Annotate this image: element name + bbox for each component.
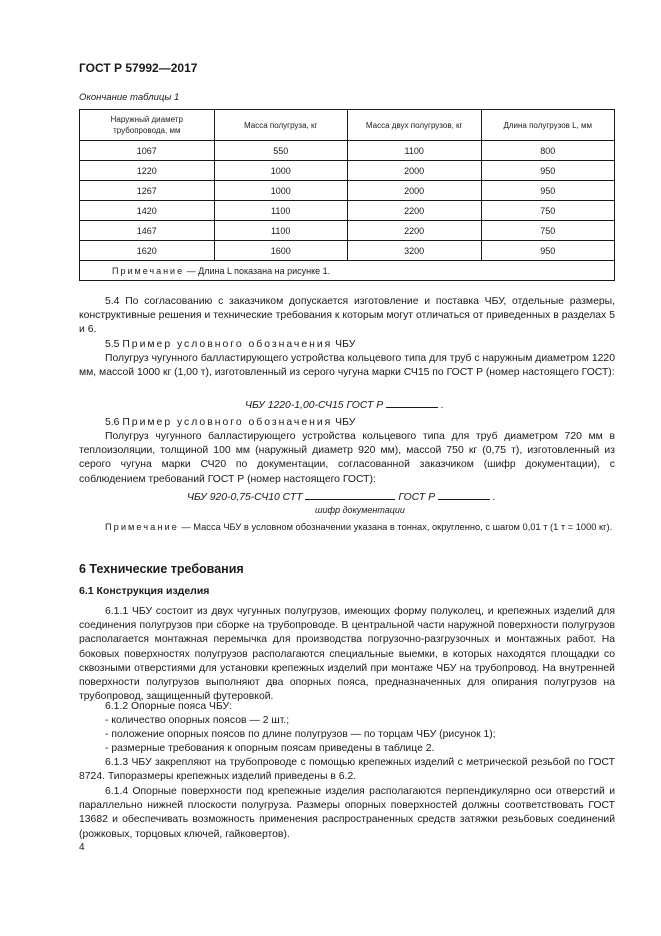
section-6-heading: 6 Технические требования [79, 562, 244, 576]
heading-text: Пример условного обозначения [122, 339, 333, 350]
table-cell: 750 [481, 221, 615, 241]
page-number: 4 [79, 842, 85, 853]
note-label: Примечание [105, 522, 179, 532]
formula-period: . [440, 400, 444, 411]
heading-text: Пример условного обозначения [122, 417, 333, 428]
table-cell: 1100 [347, 141, 481, 161]
formula-text: ЧБУ 1220-1,00-СЧ15 ГОСТ Р [245, 400, 384, 411]
table-caption: Окончание таблицы 1 [79, 92, 180, 103]
paragraph-6-1-2: 6.1.2 Опорные пояса ЧБУ: [105, 701, 232, 712]
heading-tail: ЧБУ [332, 417, 356, 428]
formula-example-2 [187, 490, 496, 503]
heading-number: 5.5 [105, 339, 120, 350]
table-cell: 3200 [347, 241, 481, 261]
paragraph-5-5: Полугруз чугунного балластирующего устройства кольцевого типа для труб с наружным диаметром 1220 мм, массой 1000 кг (1,00 т), изготовленный из серого чугуна марки СЧ15 по ГОСТ Р (номер настоящего ГОСТ): [79, 353, 615, 379]
list-item: - количество опорных поясов — 2 шт.; [105, 715, 290, 726]
table-cell: 1267 [80, 181, 215, 201]
table-note-row [80, 261, 615, 281]
table-row [80, 201, 615, 221]
table-cell: 1100 [214, 221, 347, 241]
table-header-row [80, 110, 615, 141]
table-cell: 1467 [80, 221, 215, 241]
paragraph-6-1-3: 6.1.3 ЧБУ закрепляют на трубопроводе с помощью крепежных изделий с метрической резьбой по ГОСТ 8724. Типоразмеры крепежных изделий приведены в 6.2. [79, 757, 615, 783]
table-row [80, 221, 615, 241]
table-row [80, 241, 615, 261]
column-header: Масса двух полугрузов, кг [347, 110, 481, 141]
formula-blank-cipher [305, 490, 395, 500]
note-paragraph [79, 521, 615, 534]
formula-subscript: шифр документации [315, 505, 405, 515]
formula-text: ЧБУ 920-0,75-СЧ10 СТТ [187, 492, 303, 503]
table-cell: 950 [481, 181, 615, 201]
table-cell: 750 [481, 201, 615, 221]
table-cell: 1000 [214, 161, 347, 181]
table-row [80, 161, 615, 181]
table-cell: 2200 [347, 201, 481, 221]
column-header: Наружный диаметр трубопровода, мм [80, 110, 215, 141]
heading-number: 5.6 [105, 417, 120, 428]
paragraph-5-6: Полугруз чугунного балластирующего устройства кольцевого типа для труб диаметром 720 мм в теплоизоляции, толщиной 100 мм (наружный диаметр 920 мм), массой 750 кг (0,75 т), изготовленный из серого чугуна марки СЧ20 по документации, согласованной заказчиком (шифр документации), с соблюдением требований ГОСТ Р (номер настоящего ГОСТ): [79, 431, 615, 485]
list-item: - положение опорных поясов по длине полугрузов — по торцам ЧБУ (рисунок 1); [105, 729, 496, 740]
column-header: Масса полугруза, кг [214, 110, 347, 141]
table-cell: 2000 [347, 161, 481, 181]
paragraph-6-1-1: 6.1.1 ЧБУ состоит из двух чугунных полугрузов, имеющих форму полуколец, и крепежных изделий для соединения полугрузов при сборке на трубопроводе. В центральной части наружной поверхности полугрузов располагается монтажная перемычка для производства погрузочно-разгрузочных и монтажных работ. На боковых поверхностях полугрузов располагаются специальные выемки, в которых находятся площадки со сквозными отверстиями для установки крепежных изделий при монтаже ЧБУ на трубопровод. На внутренней поверхности полугрузов выполняют два опорных пояса, предназначенных для опирания полугрузов на трубопровод, защищенный футеровкой. [79, 606, 615, 703]
formula-blank [438, 490, 490, 500]
formula-blank [386, 398, 438, 408]
table-cell: 1620 [80, 241, 215, 261]
table-cell: 800 [481, 141, 615, 161]
table-cell: 2200 [347, 221, 481, 241]
table-cell: 1220 [80, 161, 215, 181]
list-item: - размерные требования к опорным поясам приведены в таблице 2. [105, 743, 435, 754]
table-cell: 2000 [347, 181, 481, 201]
paragraph-6-1-4: 6.1.4 Опорные поверхности под крепежные изделия располагаются перпендикулярно оси отверстий и параллельно нижней плоскости полугруза. Размеры опорных поверхностей должны соответствовать ГОСТ 13682 и обеспечивать возможность применения распространенных средств затяжки резьбовых соединений (рожковых, торцовых ключей, гайковертов). [79, 786, 615, 840]
data-table [79, 109, 615, 281]
table-cell: 1067 [80, 141, 215, 161]
table-cell: 1100 [214, 201, 347, 221]
table-row [80, 141, 615, 161]
note-label: Примечание [112, 265, 185, 276]
heading-5-5 [79, 338, 615, 352]
heading-5-6 [79, 416, 615, 430]
table-note [80, 261, 615, 281]
formula-text-2: ГОСТ Р [398, 492, 436, 503]
table-cell: 1000 [214, 181, 347, 201]
table-cell: 550 [214, 141, 347, 161]
paragraph-5-4: 5.4 По согласованию с заказчиком допускается изготовление и поставка ЧБУ, отдельные размеры, конструктивные решения и технические требования к которым могут отличаться от приведенных в разделах 5 и 6. [79, 296, 615, 336]
table-row [80, 181, 615, 201]
table-cell: 950 [481, 241, 615, 261]
formula-period: . [492, 492, 496, 503]
table-cell: 1420 [80, 201, 215, 221]
table-cell: 950 [481, 161, 615, 181]
table-cell: 1600 [214, 241, 347, 261]
column-header: Длина полугрузов L, мм [481, 110, 615, 141]
heading-tail: ЧБУ [332, 339, 356, 350]
note-text: — Масса ЧБУ в условном обозначении указана в тоннах, округленно, с шагом 0,01 т (1 т = 1000 кг). [178, 522, 613, 532]
document-header: ГОСТ Р 57992—2017 [79, 61, 198, 75]
note-text: — Длина L показана на рисунке 1. [184, 265, 331, 276]
formula-example-1 [245, 398, 444, 411]
section-6-1-heading: 6.1 Конструкция изделия [79, 585, 210, 597]
